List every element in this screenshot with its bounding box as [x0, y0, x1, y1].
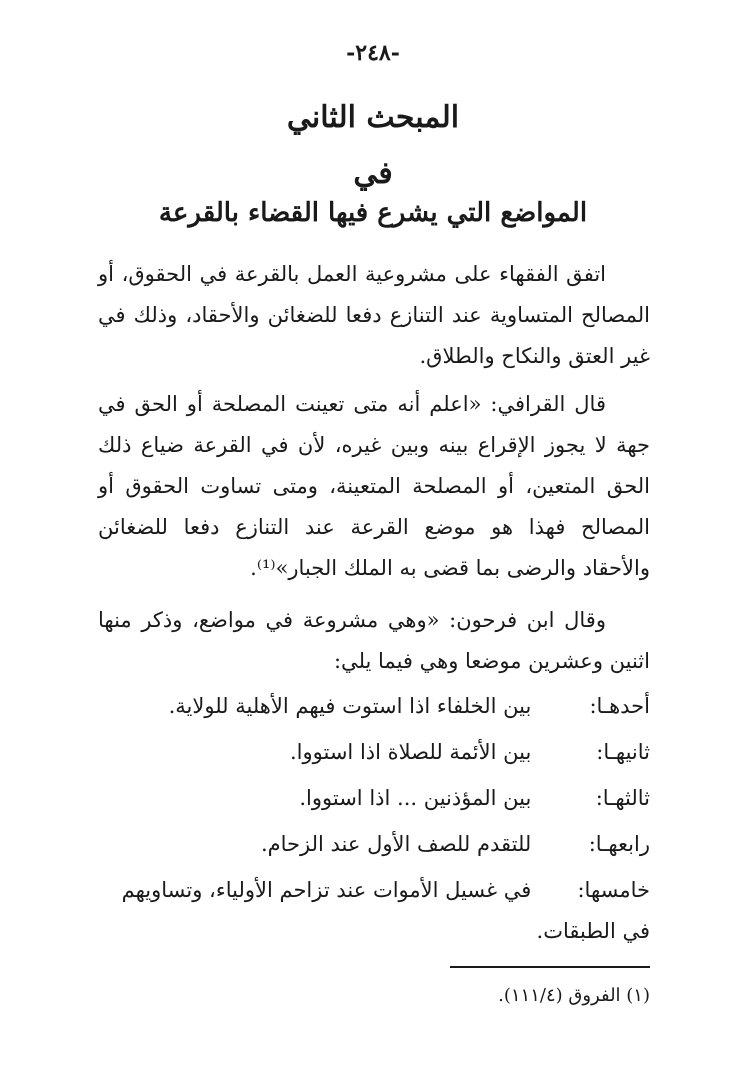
list-item-text: بين المؤذنين ... اذا استووا. — [299, 786, 532, 810]
list-item-label: أحدهـا: — [589, 694, 650, 718]
paragraph-qarafi-quote: قال القرافي: «اعلم أنه متى تعينت المصلحة أو الحق في جهة لا يجوز الإقراع بينه وبين غيره، لأن في القرعة ضياع ذلك الحق المتعين، أو المصلحة المتعينة، ومتى تساوت الحقوق أو المصالح فهذا هو موضع القرعة عند التنازع دفعا للضغائن والأحقاد والرضى بما قضى به الملك الجبار»⁽¹⁾. — [98, 392, 650, 580]
list-item — [98, 732, 650, 773]
section-title-connector: في — [353, 156, 393, 191]
list-item — [98, 870, 650, 952]
list-item-text: بين الأئمة للصلاة اذا استووا. — [290, 740, 532, 764]
list-item-label: رابعهـا: — [588, 832, 650, 856]
list-item-label: خامسها: — [577, 878, 650, 902]
list-item-text: للتقدم للصف الأول عند الزحام. — [260, 832, 532, 856]
section-title: المبحث الثاني — [286, 100, 460, 135]
footnote: (١) الفروق (١١١/٤). — [498, 985, 650, 1006]
list-item — [98, 824, 650, 865]
list-item — [98, 686, 650, 727]
footnote-divider — [450, 966, 650, 968]
list-item-text: في غسيل الأموات عند تزاحم الأولياء، وتساويهم في الطبقات. — [121, 878, 650, 943]
paragraph-ibn-farhun: وقال ابن فرحون: «وهي مشروعة في مواضع، وذكر منها اثنين وعشرين موضعا وهي فيما يلي: — [98, 608, 650, 673]
list-item-label: ثانيهـا: — [596, 740, 650, 764]
list-item-text: بين الخلفاء اذا استوت فيهم الأهلية للولاية. — [168, 694, 532, 718]
list-item — [98, 778, 650, 819]
paragraph-intro: اتفق الفقهاء على مشروعية العمل بالقرعة في الحقوق، أو المصالح المتساوية عند التنازع دفعا للضغائن والأحقاد، وذلك في غير العتق والنكاح والطلاق. — [98, 262, 650, 368]
page-number: -٢٤٨- — [346, 40, 400, 66]
list-item-label: ثالثهـا: — [595, 786, 650, 810]
section-subtitle: المواضع التي يشرع فيها القضاء بالقرعة — [158, 198, 588, 228]
